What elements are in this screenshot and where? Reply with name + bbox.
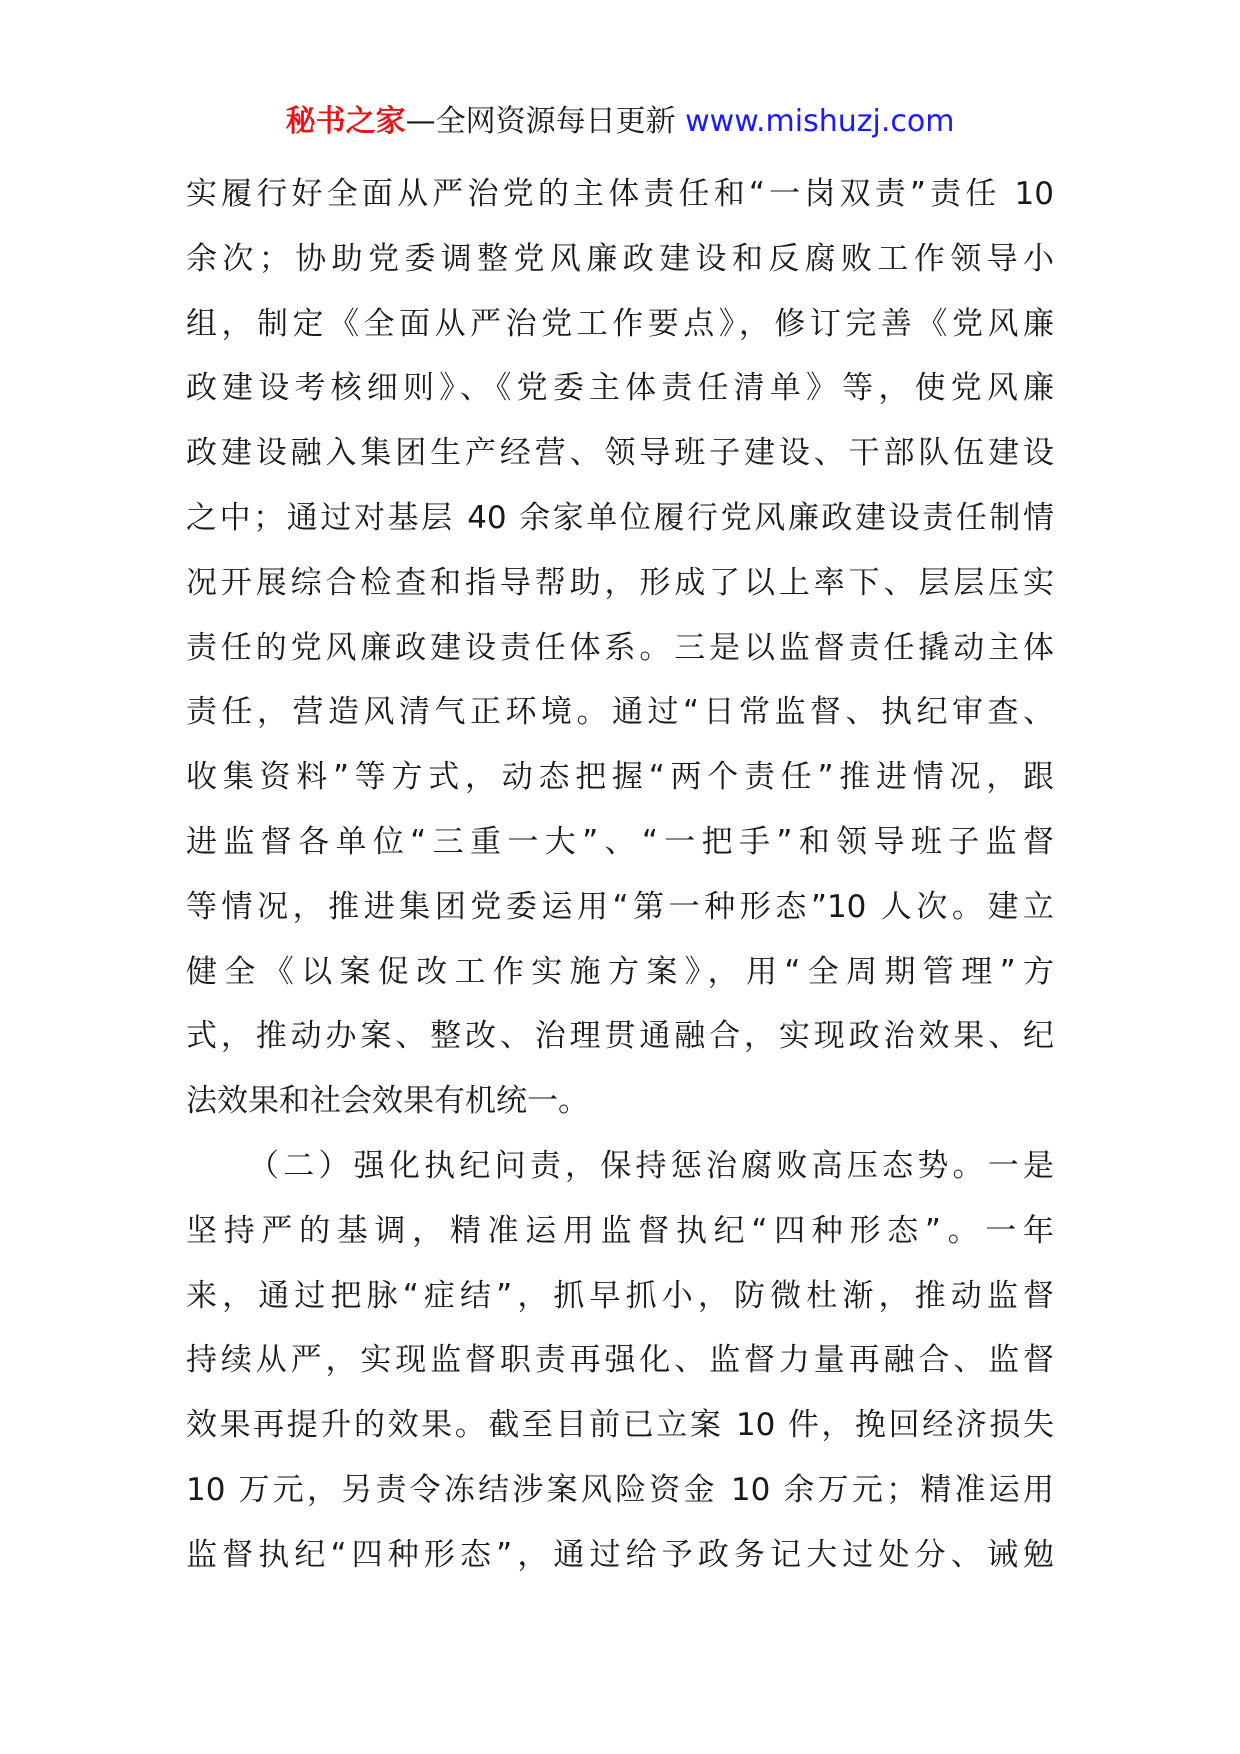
body-line: 况开展综合检查和指导帮助，形成了以上率下、层层压实: [186, 564, 1054, 601]
body-line: 监督执纪“四种形态”，通过给予政务记大过处分、诫勉: [186, 1536, 1054, 1573]
body-line: 进监督各单位“三重一大”、“一把手”和领导班子监督: [186, 823, 1054, 860]
body-line-paragraph-end: 法效果和社会效果有机统一。: [186, 1083, 589, 1120]
body-line: 实履行好全面从严治党的主体责任和“一岗双责”责任 10: [186, 176, 1054, 212]
site-brand: 秘书之家: [285, 104, 406, 139]
body-line: 余次；协助党委调整党风廉政建设和反腐败工作领导小: [186, 240, 1054, 277]
body-line: 等情况，推进集团党委运用“第一种形态”10 人次。建立: [186, 888, 1054, 925]
body-line: 10 万元，另责令冻结涉案风险资金 10 余万元；精准运用: [186, 1471, 1054, 1508]
body-line: 持续从严，实现监督职责再强化、监督力量再融合、监督: [186, 1342, 1054, 1379]
body-line: 之中；通过对基层 40 余家单位履行党风廉政建设责任制情: [186, 499, 1054, 536]
body-line: 式，推动办案、整改、治理贯通融合，实现政治效果、纪: [186, 1018, 1054, 1055]
site-header: [0, 98, 1240, 146]
site-url-link[interactable]: www.mishuzj.com: [685, 104, 955, 139]
site-tagline: —全网资源每日更新: [405, 104, 686, 139]
body-line: 责任，营造风清气正环境。通过“日常监督、执纪审查、: [186, 694, 1054, 731]
body-line: 政建设考核细则》、《党委主体责任清单》等，使党风廉: [186, 370, 1054, 407]
body-line: 政建设融入集团生产经营、领导班子建设、干部队伍建设: [186, 435, 1054, 472]
body-line: 效果再提升的效果。截至目前已立案 10 件，挽回经济损失: [186, 1407, 1054, 1444]
body-line: 来，通过把脉“症结”，抓早抓小，防微杜渐，推动监督: [186, 1277, 1054, 1314]
document-body: [186, 162, 1054, 1588]
body-line: 责任的党风廉政建设责任体系。三是以监督责任撬动主体: [186, 629, 1054, 666]
body-line: 收集资料”等方式，动态把握“两个责任”推进情况，跟: [186, 759, 1054, 796]
body-line: 健全《以案促改工作实施方案》，用“全周期管理”方: [186, 953, 1054, 990]
body-line: 坚持严的基调，精准运用监督执纪“四种形态”。一年: [186, 1212, 1054, 1249]
body-line-section-heading: （二）强化执纪问责，保持惩治腐败高压态势。一是: [248, 1147, 1054, 1184]
body-line: 组，制定《全面从严治党工作要点》，修订完善《党风廉: [186, 305, 1054, 342]
